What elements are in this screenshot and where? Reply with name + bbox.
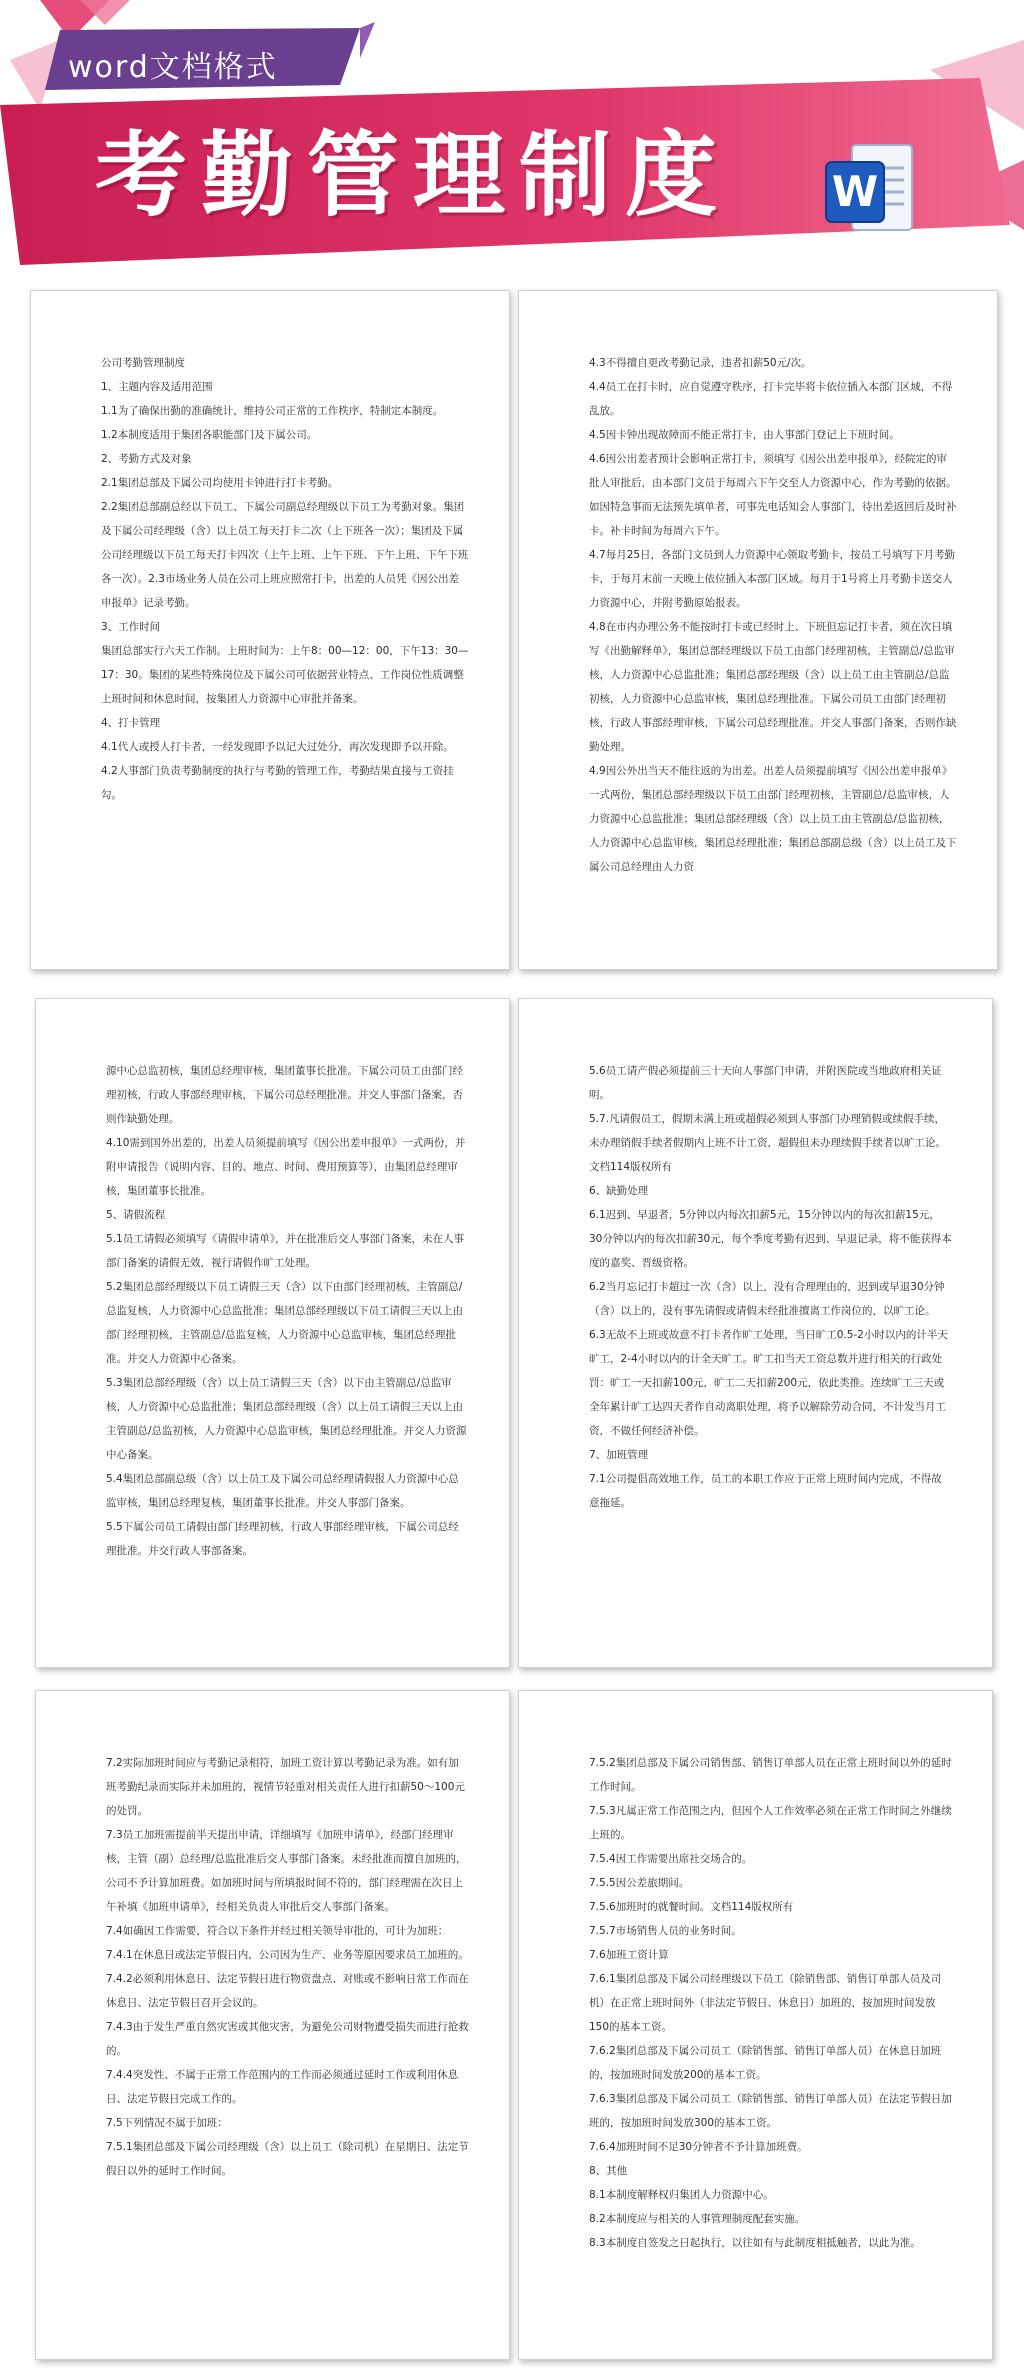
paragraph: 4.5因卡钟出现故障而不能正常打卡，由人事部门登记上下班时间。: [589, 429, 900, 441]
paragraph: 7.4.1在休息日或法定节假日内，公司因为生产、业务等原因要求员工加班的。: [106, 1949, 469, 1961]
paragraph: 5.3集团总部经理级（含）以上员工请假三天（含）以下由主管副总/总监审核，人力资源中心总监批准；集团总部经理级（含）以上员工请假三天以上由主管副总/总监初核，人力资源中心总监审核，集团总经理批准。并交人力资源中心备案。: [106, 1377, 467, 1461]
paragraph: 4.7每月25日，各部门文员到人力资源中心领取考勤卡，按员工号填写下月考勤卡，于每月末前一天晚上依位插入本部门区域。每月于1号将上月考勤卡送交人力资源中心，并附考勤原始报表。: [589, 549, 956, 609]
paragraph: 1.2本制度适用于集团各职能部门及下属公司。: [101, 429, 318, 441]
document-page-5: [35, 1690, 510, 2360]
paragraph: 6、缺勤处理: [589, 1185, 649, 1197]
paragraph: 7.5.4因工作需要出席社交场合的。: [589, 1853, 753, 1865]
paragraph: 1.1为了确保出勤的准确统计，维持公司正常的工作秩序，特制定本制度。: [101, 405, 444, 417]
header-banner: [0, 0, 1024, 270]
paragraph: 7.4.2必须利用休息日、法定节假日进行物资盘点、对账或不影响日常工作而在休息日、法定节假日召开会议的。: [106, 1973, 469, 2009]
paragraph: 7.4.4突发性、不属于正常工作范围内的工作而必须通过延时工作或利用休息日、法定节假日完成工作的。: [106, 2069, 459, 2105]
paragraph: 7.4.3由于发生严重自然灾害或其他灾害，为避免公司财物遭受损失而进行抢救的。: [106, 2021, 469, 2057]
paragraph: 8、其他: [589, 2165, 628, 2177]
paragraph: 5.6员工请产假必须提前三十天向人事部门申请，并附医院或当地政府相关证明。: [589, 1065, 942, 1101]
paragraph: 7.4如确因工作需要，符合以下条件并经过相关领导审批的，可计为加班：: [106, 1925, 449, 1937]
paragraph: 7.6.3集团总部及下属公司员工（除销售部、销售订单部人员）在法定节假日加班的，按加班时间发放300的基本工资。: [589, 2093, 952, 2129]
svg-text:W: W: [831, 167, 879, 216]
paragraph: 5.1员工请假必须填写《请假申请单》，并在批准后交人事部门备案，未在人事部门备案的请假无效，视行请假作旷工处理。: [106, 1233, 464, 1269]
paragraph: 8.2本制度应与相关的人事管理制度配套实施。: [589, 2213, 806, 2225]
paragraph: 5.7.凡请假员工，假期未满上班或超假必须到人事部门办理销假或续假手续，未办理销假手续者假期内上班不计工资，超假但未办理续假手续者以旷工论。: [589, 1113, 946, 1149]
paragraph: 7、加班管理: [589, 1449, 649, 1461]
paragraph: 4.9因公外出当天不能往返的为出差。出差人员须提前填写《因公出差申报单》一式两份，集团总部经理级以下员工由部门经理初核，主管副总/总监审核，人力资源中心总监批准；集团总部经理级（含）以上员工由主管副总/总监初核，人力资源中心总监审核，集团总经理批准；集团总部副总级（含）以上员工及下属公司总经理由人力资: [589, 765, 957, 873]
document-page-1: [30, 290, 510, 970]
paragraph: 7.3员工加班需提前半天提出申请，详细填写《加班申请单》，经部门经理审核，主管（副）总经理/总监批准后交人事部门备案。未经批准而擅自加班的，公司不予计算加班费。如加班时间与所填报时间不符的，部门经理需在次日上午补填《加班申请单》，经相关负责人审批后交人事部门备案。: [106, 1829, 467, 1913]
paragraph: 4.4员工在打卡时，应自觉遵守秩序，打卡完毕将卡依位插入本部门区域，不得乱放。: [589, 381, 953, 417]
paragraph: 4.1代人或授人打卡者，一经发现即予以记大过处分，再次发现即予以开除。: [101, 741, 454, 753]
paragraph: 4.2人事部门负责考勤制度的执行与考勤的管理工作，考勤结果直接与工资挂勾。: [101, 765, 454, 801]
paragraph: 集团总部实行六天工作制。上班时间为：上午8：00—12：00，下午13：30—17：30。集团的某些特殊岗位及下属公司可依据营业特点、工作岗位性质调整上班时间和休息时间，按集团人力资源中心审批并备案。: [101, 645, 469, 705]
page-title: 考勤管理制度: [95, 122, 732, 229]
paragraph: 7.5.2集团总部及下属公司销售部、销售订单部人员在正常上班时间以外的延时工作时间。: [589, 1757, 952, 1793]
word-icon: [822, 140, 918, 240]
paragraph: 5.4集团总部副总级（含）以上员工及下属公司总经理请假报人力资源中心总监审核，集团总经理复核，集团董事长批准。并交人事部门备案。: [106, 1473, 459, 1509]
paragraph: 4.8在市内办理公务不能按时打卡或已经时上、下班但忘记打卡者，须在次日填写《出勤解释单》，集团总部经理级以下员工由部门经理初核，主管副总/总监审核，人力资源中心总监批准；集团总部经理级（含）以上员工由主管副总/总监初核，人力资源中心总监审核，集团总经理批准。下属公司员工由部门经理初核，行政人事部经理审核，下属公司总经理批准。并交人事部门备案，否则作缺勤处理。: [589, 621, 957, 753]
paragraph: 6.1迟到、早退者，5分钟以内每次扣薪5元，15分钟以内的每次扣薪15元，30分钟以内的每次扣薪30元，每个季度考勤有迟到、早退记录，将不能获得本度的嘉奖、晋级资格。: [589, 1209, 952, 1269]
paragraph: 7.5下列情况不属于加班：: [106, 2117, 228, 2129]
paragraph: 8.1本制度解释权归集团人力资源中心。: [589, 2189, 774, 2201]
paragraph: 7.5.6加班时的就餐时间。文档114版权所有: [589, 1901, 794, 1913]
paragraph: 5.5下属公司员工请假由部门经理初核，行政人事部经理审核，下属公司总经理批准。并交行政人事部备案。: [106, 1521, 459, 1557]
paragraph: 2、考勤方式及对象: [101, 453, 192, 465]
paragraph: 公司考勤管理制度: [101, 357, 185, 369]
document-page-4: [518, 998, 993, 1668]
paragraph: 7.6.4加班时间不足30分钟者不予计算加班费。: [589, 2141, 808, 2153]
paragraph: 文档114版权所有: [589, 1161, 673, 1173]
paragraph: 7.5.3凡属正常工作范围之内，但因个人工作效率必须在正常工作时间之外继续上班的。: [589, 1805, 952, 1841]
format-tag: word文档格式: [68, 50, 278, 85]
paragraph: 源中心总监初核，集团总经理审核，集团董事长批准。下属公司员工由部门经理初核，行政人事部经理审核，下属公司总经理批准。并交人事部门备案，否则作缺勤处理。: [106, 1065, 463, 1125]
paragraph: 7.1公司提倡高效地工作，员工的本职工作应于正常上班时间内完成，不得故意拖延。: [589, 1473, 942, 1509]
paragraph: 8.3本制度自签发之日起执行，以往如有与此制度相抵触者，以此为准。: [589, 2237, 921, 2249]
paragraph: 7.6.2集团总部及下属公司员工（除销售部、销售订单部人员）在休息日加班的，按加班时间发放200的基本工资。: [589, 2045, 942, 2081]
paragraph: 6.3无故不上班或故意不打卡者作旷工处理，当日旷工0.5-2小时以内的计半天旷工，2-4小时以内的计全天旷工。旷工扣当天工资总数并进行相关的行政处罚：旷工一天扣薪100元，旷工二天扣薪200元，依此类推。连续旷工三天或全年累计旷工达四天者作自动离职处理，将予以解除劳动合同，不计发当月工资，不做任何经济补偿。: [589, 1329, 948, 1437]
paragraph: 5、请假流程: [106, 1209, 166, 1221]
paragraph: 2.2集团总部副总经以下员工、下属公司副总经理级以下员工为考勤对象。集团及下属公司经理级（含）以上员工每天打卡二次（上下班各一次）；集团及下属公司经理级以下员工每天打卡四次（上午上班、上午下班、下午上班、下午下班各一次）。2.3市场业务人员在公司上班应照常打卡，出差的人员凭《因公出差申报单》记录考勤。: [101, 501, 469, 609]
paragraph: 7.2实际加班时间应与考勤记录相符，加班工资计算以考勤记录为准。如有加班考勤纪录而实际并未加班的，视情节轻重对相关责任人进行扣薪50～100元的处罚。: [106, 1757, 465, 1817]
paragraph: 4.3不得擅自更改考勤记录，违者扣薪50元/次。: [589, 357, 812, 369]
document-page-6: [518, 1690, 993, 2360]
paragraph: 4、打卡管理: [101, 717, 161, 729]
document-page-3: [35, 998, 510, 1668]
paragraph: 5.2集团总部经理级以下员工请假三天（含）以下由部门经理初核，主管副总/总监复核，人力资源中心总监批准；集团总部经理级以下员工请假三天以上由部门经理初核，主管副总/总监复核，人力资源中心总监审核，集团总经理批准。并交人力资源中心备案。: [106, 1281, 463, 1365]
document-page-2: [518, 290, 998, 970]
paragraph: 6.2当月忘记打卡超过一次（含）以上，没有合理理由的，迟到或早退30分钟（含）以上的，没有事先请假或请假未经批准擅离工作岗位的，以旷工论。: [589, 1281, 945, 1317]
paragraph: 7.6加班工资计算: [589, 1949, 669, 1961]
paragraph: 7.5.7市场销售人员的业务时间。: [589, 1925, 742, 1937]
paragraph: 2.1集团总部及下属公司均使用卡钟进行打卡考勤。: [101, 477, 339, 489]
paragraph: 7.5.1集团总部及下属公司经理级（含）以上员工（除司机）在星期日、法定节假日以外的延时工作时间。: [106, 2141, 469, 2177]
paragraph: 7.5.5因公差旅期间。: [589, 1877, 690, 1889]
paragraph: 1、主题内容及适用范围: [101, 381, 213, 393]
paragraph: 4.6因公出差者预计会影响正常打卡，须填写《因公出差申报单》，经院定的审批人审批后，由本部门文员于每周六下午交至人力资源中心，作为考勤的依据。如因特急事而无法预先填单者，可事先电话知会人事部门，待出差返回后及时补卡。补卡时间为每周六下午。: [589, 453, 957, 537]
paragraph: 4.10需到国外出差的，出差人员须提前填写《因公出差申报单》一式两份，并附申请报告（说明内容、目的、地点、时间、费用预算等），由集团总经理审核，集团董事长批准。: [106, 1137, 466, 1197]
paragraph: 3、工作时间: [101, 621, 161, 633]
paragraph: 7.6.1集团总部及下属公司经理级以下员工（除销售部、销售订单部人员及司机）在正常上班时间外（非法定节假日、休息日）加班的，按加班时间发放150的基本工资。: [589, 1973, 942, 2033]
